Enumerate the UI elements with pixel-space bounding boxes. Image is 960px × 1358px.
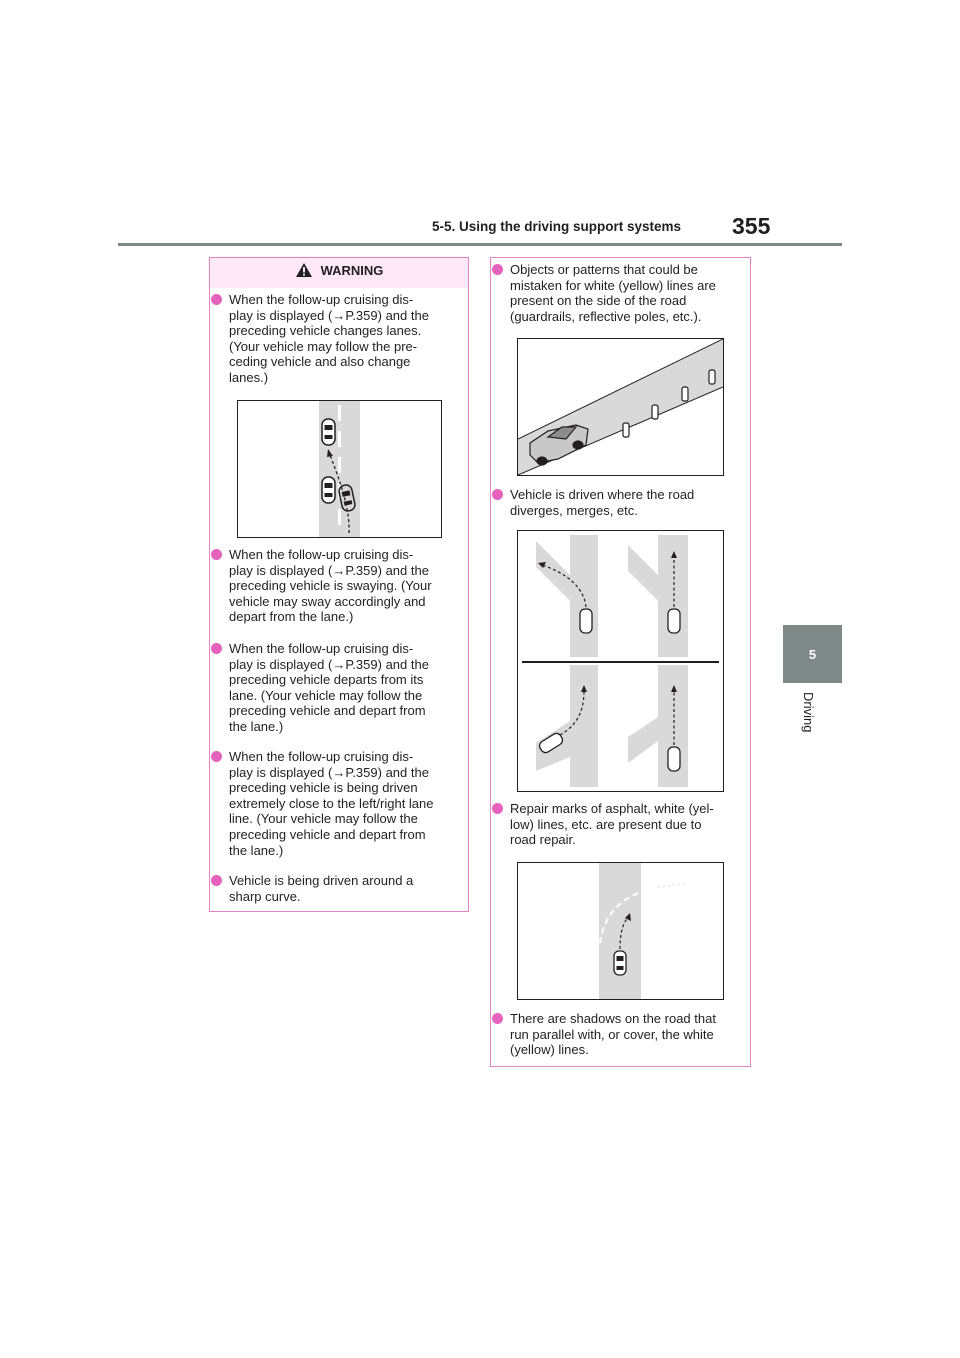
warning-item-text: When the follow-up cruising dis- play is displayed (→P.359) and the preceding vehicle is swaying. (Your vehicle may sway accordingly and depart from the lane.) [229,547,432,625]
car-icon [322,419,335,445]
chapter-tab [783,625,842,683]
warning-item-text: When the follow-up cruising dis- play is displayed (→P.359) and the preceding vehicle is being driven extremely close to the left/right lane line. (Your vehicle may follow the preceding vehicle and depart from the lane.) [229,749,434,858]
figure-reflective-poles [517,338,724,476]
header-rule [118,243,842,246]
chapter-label-text: Driving [801,692,816,733]
warning-item-text: Vehicle is driven where the road diverges, merges, etc. [510,487,695,518]
chapter-number: 5 [808,646,817,662]
bullet-icon [492,264,503,275]
warning-item-text: Repair marks of asphalt, white (yel- low) lines, etc. are present due to road repair. [510,801,714,848]
warning-heading: WARNING [320,263,384,278]
figure-lane-change [237,400,442,538]
warning-item-text: When the follow-up cruising dis- play is displayed (→P.359) and the preceding vehicle departs from its lane. (Your vehicle may follow the preceding vehicle and depart from the lane.) [229,641,429,734]
chapter-label [800,692,820,752]
warning-header [210,258,468,288]
bullet-icon [211,751,222,762]
bullet-icon [211,549,222,560]
bullet-icon [492,803,503,814]
car-icon [322,477,335,503]
section-title: 5-5. Using the driving support systems [432,219,682,234]
figure-diverge-merge [517,530,724,792]
figure-road-repair [517,862,724,1000]
bullet-icon [492,489,503,500]
page-number: 355 [732,213,771,239]
warning-item-text: Vehicle is being driven around a sharp curve. [229,873,414,904]
bullet-icon [211,875,222,886]
warning-item-text: There are shadows on the road that run parallel with, or cover, the white (yellow) lines. [510,1011,716,1058]
bullet-icon [211,294,222,305]
bullet-icon [492,1013,503,1024]
warning-item-text: Objects or patterns that could be mistaken for white (yellow) lines are present on the side of the road (guardrails, reflective poles, etc.). [510,262,716,324]
bullet-icon [211,643,222,654]
warning-item-text: When the follow-up cruising dis- play is displayed (→P.359) and the preceding vehicle changes lanes. (Your vehicle may follow the pre- ceding vehicle and also change lanes.) [229,292,429,385]
car-icon [614,951,626,975]
warning-triangle-icon [295,262,313,281]
